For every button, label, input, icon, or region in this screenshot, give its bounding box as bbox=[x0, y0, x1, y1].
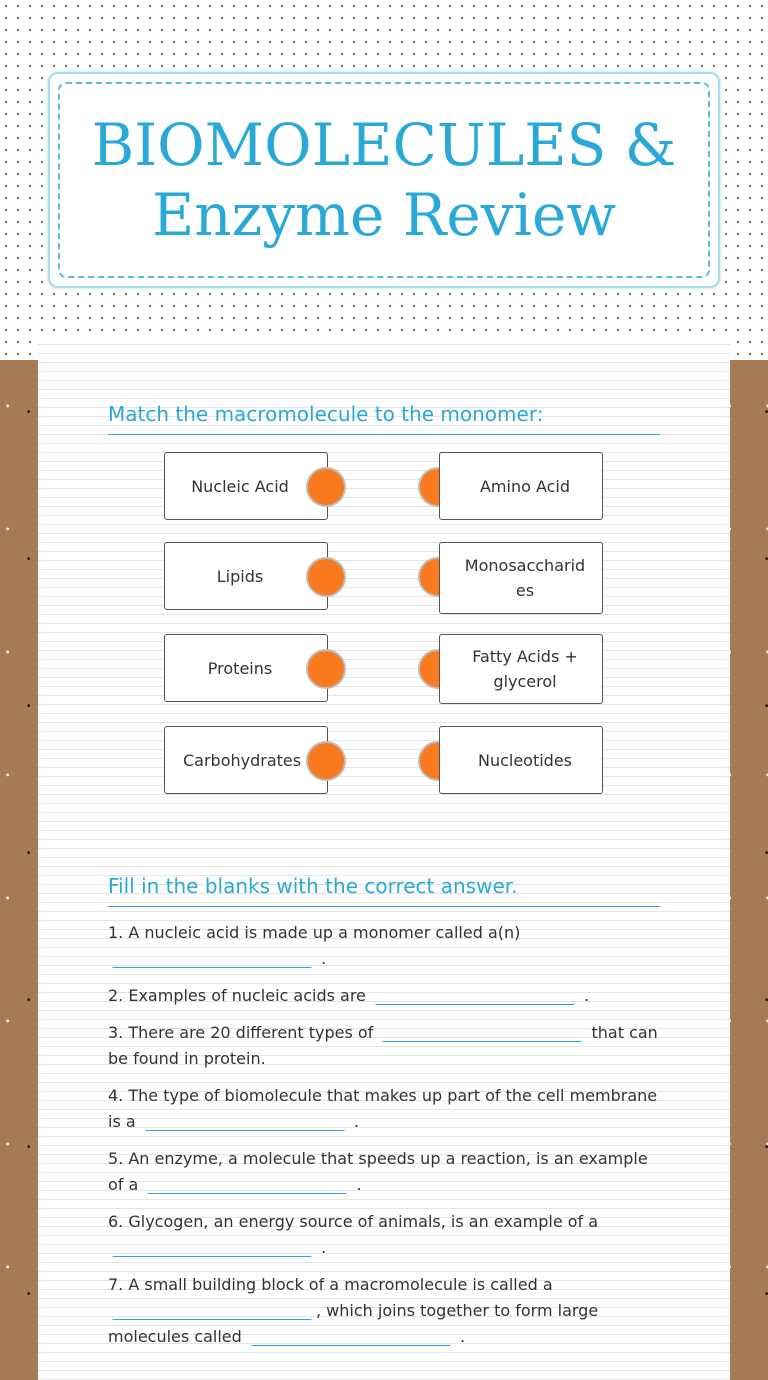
answer-blank[interactable] bbox=[375, 986, 575, 1005]
match-left-dot-4[interactable] bbox=[306, 741, 346, 781]
question-list bbox=[108, 920, 668, 1361]
answer-blank[interactable] bbox=[145, 1112, 345, 1131]
question-5 bbox=[108, 1146, 668, 1198]
match-right-card-3[interactable] bbox=[439, 634, 603, 704]
title-line-2: Enzyme Review bbox=[151, 181, 617, 249]
question-text: . bbox=[460, 1327, 466, 1346]
question-text: 7. A small building block of a macromolecule is called a bbox=[108, 1275, 553, 1294]
match-left-dot-3[interactable] bbox=[306, 649, 346, 689]
question-3 bbox=[108, 1020, 668, 1072]
question-text: , which joins together to form large molecules called bbox=[108, 1301, 599, 1346]
match-right-card-1[interactable] bbox=[439, 452, 603, 520]
match-left-label: Nucleic Acid bbox=[191, 476, 289, 496]
title-line-1: BIOMOLECULES & bbox=[91, 111, 677, 179]
question-text: 5. An enzyme, a molecule that speeds up a reaction, is an example of a bbox=[108, 1149, 648, 1194]
question-text: . bbox=[321, 949, 327, 968]
answer-blank[interactable] bbox=[382, 1023, 582, 1042]
answer-blank[interactable] bbox=[147, 1175, 347, 1194]
question-text: . bbox=[584, 986, 590, 1005]
question-text: that can be found in protein. bbox=[108, 1023, 658, 1068]
match-left-label: Carbohydrates bbox=[183, 750, 302, 770]
question-text: 3. There are 20 different types of bbox=[108, 1023, 374, 1042]
fill-heading: Fill in the blanks with the correct answer. bbox=[108, 874, 660, 907]
match-left-card-1[interactable] bbox=[164, 452, 328, 520]
question-text: 1. A nucleic acid is made up a monomer called a(n) bbox=[108, 923, 521, 942]
match-right-card-2[interactable] bbox=[439, 542, 603, 614]
match-right-label: Fatty Acids + glycerol bbox=[472, 647, 578, 691]
question-1 bbox=[108, 920, 668, 972]
answer-blank[interactable] bbox=[112, 949, 312, 968]
polka-dot-header bbox=[0, 0, 768, 360]
match-left-card-2[interactable] bbox=[164, 542, 328, 610]
question-text: . bbox=[321, 1238, 327, 1257]
title-frame bbox=[58, 82, 710, 278]
match-left-dot-2[interactable] bbox=[306, 557, 346, 597]
worksheet-paper bbox=[38, 336, 730, 1380]
match-right-label: Amino Acid bbox=[479, 476, 571, 496]
question-text: 4. The type of biomolecule that makes up part of the cell membrane is a bbox=[108, 1086, 658, 1131]
question-4 bbox=[108, 1083, 668, 1135]
question-2 bbox=[108, 983, 668, 1009]
match-left-label: Lipids bbox=[216, 566, 264, 586]
question-7 bbox=[108, 1272, 668, 1350]
match-heading: Match the macromolecule to the monomer: bbox=[108, 402, 660, 435]
question-text: 6. Glycogen, an energy source of animals, is an example of a bbox=[108, 1212, 599, 1231]
match-left-dot-1[interactable] bbox=[306, 467, 346, 507]
question-text: . bbox=[353, 1112, 359, 1131]
match-right-label: Monosaccharides bbox=[464, 556, 586, 600]
match-right-card-4[interactable] bbox=[439, 726, 603, 794]
title-box bbox=[48, 72, 720, 288]
match-left-card-3[interactable] bbox=[164, 634, 328, 702]
answer-blank[interactable] bbox=[112, 1301, 312, 1320]
answer-blank[interactable] bbox=[112, 1238, 312, 1257]
answer-blank[interactable] bbox=[251, 1327, 451, 1346]
question-text: 2. Examples of nucleic acids are bbox=[108, 986, 366, 1005]
question-6 bbox=[108, 1209, 668, 1261]
match-left-card-4[interactable] bbox=[164, 726, 328, 794]
match-left-label: Proteins bbox=[207, 658, 273, 678]
match-right-label: Nucleotides bbox=[477, 750, 573, 770]
question-text: . bbox=[356, 1175, 362, 1194]
